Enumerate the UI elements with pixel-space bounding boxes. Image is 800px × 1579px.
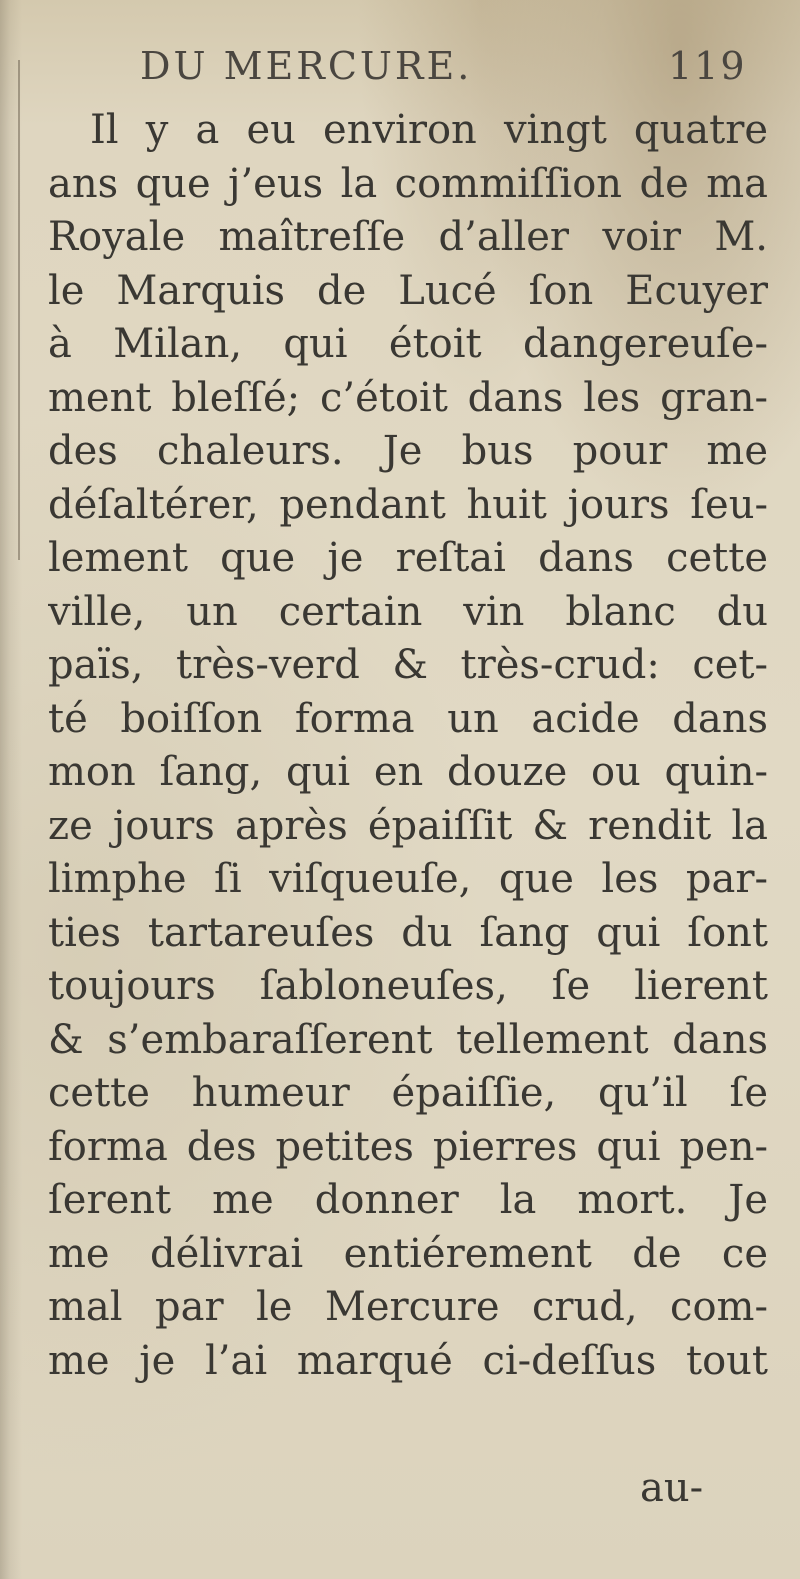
text-line: le Marquis de Lucé ſon Ecuyer [48,267,768,314]
text-line: déſaltérer, pendant huit jours ſeu- [48,481,768,528]
text-line: mal par le Mercure crud, com- [48,1284,768,1330]
text-line: me délivrai entiérement de ce [48,1230,768,1277]
catchword: au- [640,1465,704,1511]
text-line: toujours ſabloneuſes, ſe lierent [48,963,768,1009]
text-line: païs, très-verd & très-crud: cet- [48,642,768,688]
text-line: ans que j’eus la commiſſion de ma [48,160,768,207]
text-line: ville, un certain vin blanc du [48,588,768,635]
text-line: cette humeur épaiſſie, qu’il ſe [48,1070,768,1116]
text-line: forma des petites pierres qui pen- [48,1123,768,1170]
text-line: limphe ſi viſqueuſe, que les par- [48,856,768,902]
page-number: 119 [668,44,747,88]
gutter-line [18,60,20,560]
text-line: ties tartareuſes du ſang qui ſont [48,909,768,956]
text-line: à Milan, qui étoit dangereuſe- [48,321,768,367]
running-head-title: DU MERCURE. [140,44,473,88]
text-line: ze jours après épaiſſit & rendit la [48,802,768,849]
text-line: ſerent me donner la mort. Je [48,1177,768,1223]
text-line: Il y a eu environ vingt quatre [90,107,768,153]
text-line: lement que je reſtai dans cette [48,535,768,581]
text-line: mon ſang, qui en douze ou quin- [48,749,768,795]
text-line: té boiſſon forma un acide dans [48,695,768,742]
text-line: des chaleurs. Je bus pour me [48,428,768,474]
text-line: & s’embaraſſerent tellement dans [48,1016,768,1063]
text-line: ment bleſſé; c’étoit dans les gran- [48,374,768,421]
body-text [48,104,768,1388]
text-line: Royale maîtreſſe d’aller voir M. [48,214,768,260]
running-head [0,44,800,92]
text-line: me je l’ai marqué ci-deſſus tout [48,1337,768,1384]
